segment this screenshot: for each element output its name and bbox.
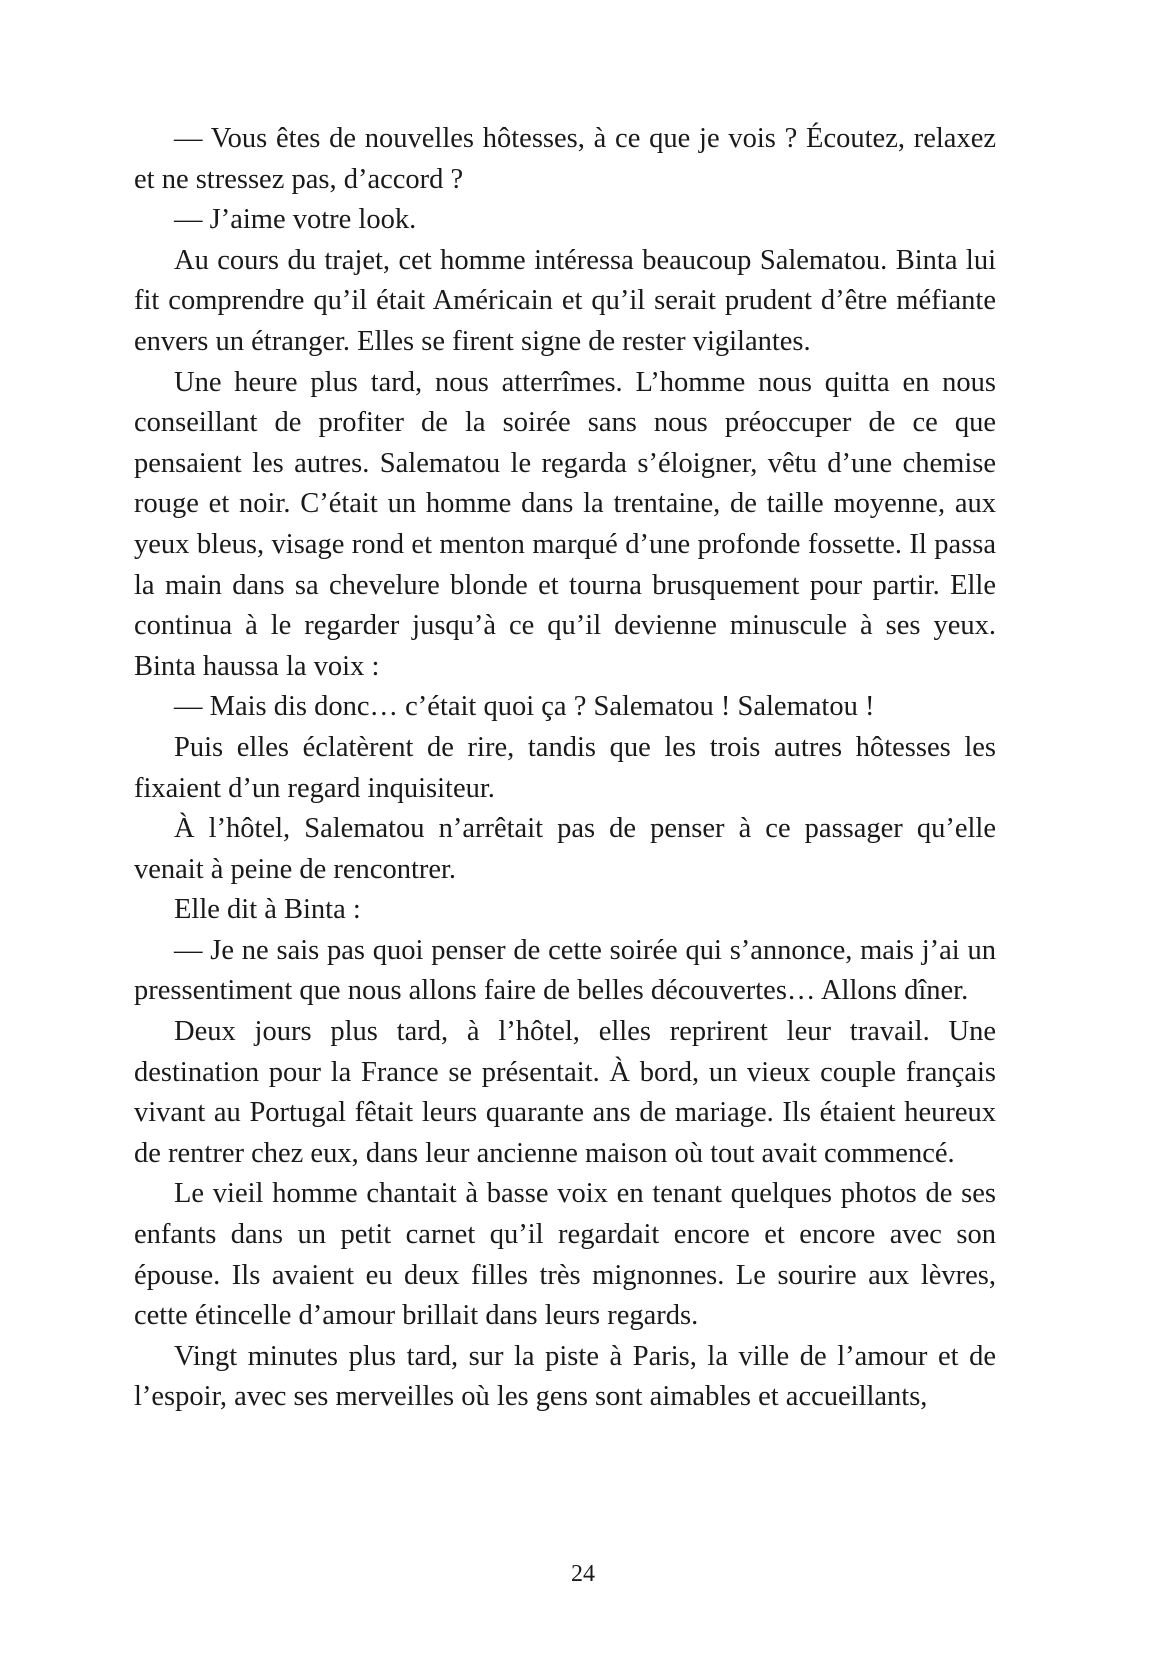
paragraph: Elle dit à Binta : (174, 894, 361, 926)
paragraph: — Je ne sais pas quoi penser de cette soirée qui s’annonce, mais j’ai un pressentiment que nous allons faire de belles découvertes… Allons dîner. (134, 934, 996, 1007)
paragraph: Le vieil homme chantait à basse voix en tenant quelques photos de ses enfants dans un petit carnet qu’il regardait encore et encore avec son épouse. Ils avaient eu deux filles très mignonnes. Le sourire aux lèvres, cette étincelle d’amour brillait dans leurs regards. (134, 1178, 996, 1332)
paragraph: — Mais dis donc… c’était quoi ça ? Salematou ! Salematou ! (174, 691, 875, 723)
paragraph: Puis elles éclatèrent de rire, tandis que les trois autres hôtesses les fixaient d’un regard inquisiteur. (134, 731, 996, 804)
paragraph: Au cours du trajet, cet homme intéressa beaucoup Salematou. Binta lui fit comprendre qu’il était Américain et qu’il serait prudent d’être méfiante envers un étranger. Elles se firent signe de rester vigilantes. (134, 244, 996, 357)
paragraph: À l’hôtel, Salematou n’arrêtait pas de penser à ce passager qu’elle venait à peine de rencontrer. (134, 813, 996, 885)
paragraph: Deux jours plus tard, à l’hôtel, elles reprirent leur travail. Une destination pour la France se présentait. À bord, un vieux couple français vivant au Portugal fêtait leurs quarante ans de mariage. Ils étaient heureux de rentrer chez eux, dans leur ancienne maison où tout avait commencé. (134, 1016, 996, 1169)
body-text (134, 119, 996, 1418)
paragraph: Vingt minutes plus tard, sur la piste à Paris, la ville de l’amour et de l’espoir, avec ses merveilles où les gens sont aimables et accueillants, (134, 1340, 996, 1413)
paragraph: — J’aime votre look. (174, 204, 417, 236)
page-number: 24 (571, 1561, 595, 1587)
paragraph: Une heure plus tard, nous atterrîmes. L’homme nous quitta en nous conseillant de profiter de la soirée sans nous préoccuper de ce que pensaient les autres. Salematou le regarda s’éloigner, vêtu d’une chemise rouge et noir. C’était un homme dans la trentaine, de taille moyenne, aux yeux bleus, visage rond et menton marqué d’une profonde fossette. Il passa la main dans sa chevelure blonde et tourna brusquement pour partir. Elle continua à le regarder jusqu’à ce qu’il devienne minuscule à ses yeux. Binta haussa la voix : (134, 366, 996, 682)
paragraph: — Vous êtes de nouvelles hôtesses, à ce que je vois ? Écoutez, relaxez et ne stressez pas, d’accord ? (134, 123, 996, 195)
